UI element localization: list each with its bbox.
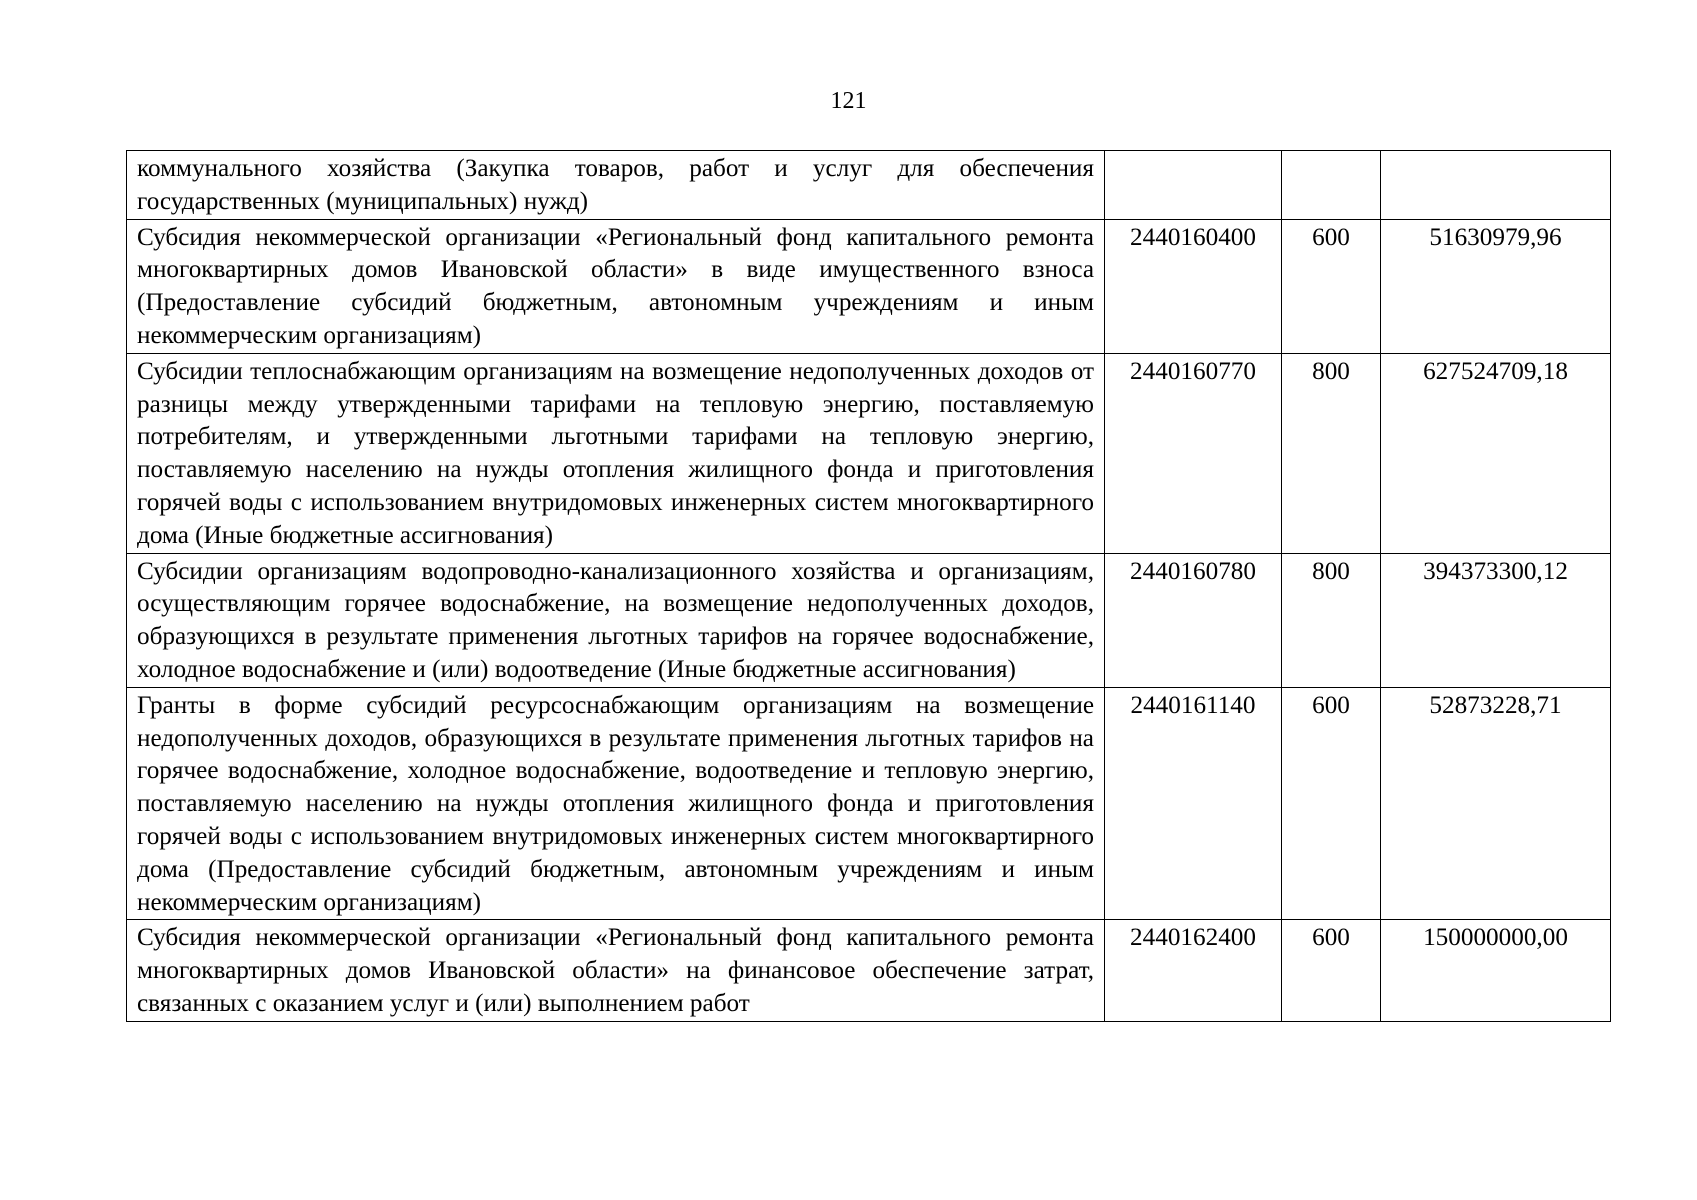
row-description: Субсидия некоммерческой организации «Региональный фонд капитального ремонта многоквартирных домов Ивановской области» на финансовое обеспечение затрат, связанных с оказанием услуг и (или) выполнением работ [127, 920, 1105, 1021]
row-target-code: 2440161140 [1105, 687, 1282, 920]
table-row [127, 553, 1611, 687]
row-expense-type: 600 [1282, 687, 1381, 920]
row-amount [1381, 151, 1611, 220]
row-expense-type [1282, 151, 1381, 220]
row-target-code: 2440162400 [1105, 920, 1282, 1021]
row-description: Гранты в форме субсидий ресурсоснабжающим организациям на возмещение недополученных доходов, образующихся в результате применения льготных тарифов на горячее водоснабжение, холодное водоснабжение, водоотведение и тепловую энергию, поставляемую населению на нужды отопления жилищного фонда и приготовления горячей воды с использованием внутридомовых инженерных систем многоквартирного дома (Предоставление субсидий бюджетным, автономным учреждениям и иным некоммерческим организациям) [127, 687, 1105, 920]
row-amount: 51630979,96 [1381, 219, 1611, 353]
row-amount: 52873228,71 [1381, 687, 1611, 920]
row-target-code [1105, 151, 1282, 220]
row-amount: 627524709,18 [1381, 353, 1611, 553]
row-description: Субсидия некоммерческой организации «Региональный фонд капитального ремонта многоквартирных домов Ивановской области» в виде имущественного взноса (Предоставление субсидий бюджетным, автономным учреждениям и иным некоммерческим организациям) [127, 219, 1105, 353]
budget-table [126, 150, 1611, 1022]
table-row [127, 353, 1611, 553]
table-row [127, 920, 1611, 1021]
row-target-code: 2440160780 [1105, 553, 1282, 687]
row-expense-type: 600 [1282, 219, 1381, 353]
table-row [127, 151, 1611, 220]
table-row [127, 219, 1611, 353]
row-amount: 394373300,12 [1381, 553, 1611, 687]
row-target-code: 2440160770 [1105, 353, 1282, 553]
row-target-code: 2440160400 [1105, 219, 1282, 353]
row-description: Субсидии теплоснабжающим организациям на возмещение недополученных доходов от разницы между утвержденными тарифами на тепловую энергию, поставляемую потребителям, и утвержденными льготными тарифами на тепловую энергию, поставляемую населению на нужды отопления жилищного фонда и приготовления горячей воды с использованием внутридомовых инженерных систем многоквартирного дома (Иные бюджетные ассигнования) [127, 353, 1105, 553]
row-expense-type: 600 [1282, 920, 1381, 1021]
row-amount: 150000000,00 [1381, 920, 1611, 1021]
row-expense-type: 800 [1282, 353, 1381, 553]
row-description: коммунального хозяйства (Закупка товаров, работ и услуг для обеспечения государственных (муниципальных) нужд) [127, 151, 1105, 220]
table-row [127, 687, 1611, 920]
page-number: 121 [830, 88, 867, 114]
row-description: Субсидии организациям водопроводно-канализационного хозяйства и организациям, осуществляющим горячее водоснабжение, на возмещение недополученных доходов, образующихся в результате применения льготных тарифов на горячее водоснабжение, холодное водоснабжение и (или) водоотведение (Иные бюджетные ассигнования) [127, 553, 1105, 687]
row-expense-type: 800 [1282, 553, 1381, 687]
